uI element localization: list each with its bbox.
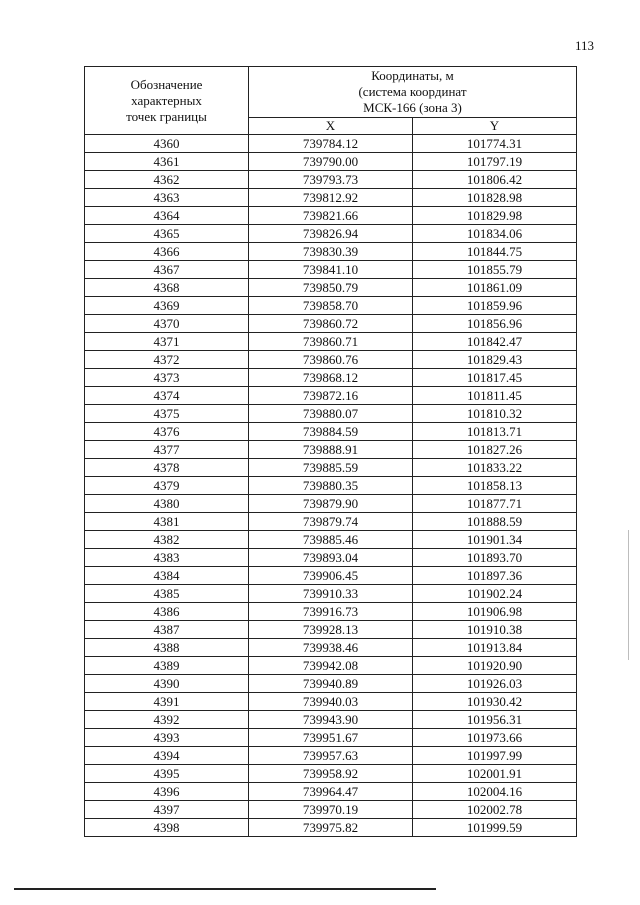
table-row <box>85 405 577 423</box>
header-y: Y <box>413 118 577 135</box>
table-row <box>85 153 577 171</box>
table-row <box>85 711 577 729</box>
point-id-cell: 4391 <box>85 693 249 711</box>
y-coordinate-cell: 101902.24 <box>413 585 577 603</box>
table-row <box>85 261 577 279</box>
point-id-cell: 4393 <box>85 729 249 747</box>
x-coordinate-cell: 739916.73 <box>249 603 413 621</box>
table-row <box>85 135 577 153</box>
point-id-cell: 4368 <box>85 279 249 297</box>
x-coordinate-cell: 739940.03 <box>249 693 413 711</box>
table-row <box>85 423 577 441</box>
x-coordinate-cell: 739784.12 <box>249 135 413 153</box>
table-row <box>85 495 577 513</box>
y-coordinate-cell: 101827.26 <box>413 441 577 459</box>
point-id-cell: 4360 <box>85 135 249 153</box>
table-row <box>85 387 577 405</box>
x-coordinate-cell: 739826.94 <box>249 225 413 243</box>
point-id-cell: 4387 <box>85 621 249 639</box>
x-coordinate-cell: 739860.71 <box>249 333 413 351</box>
y-coordinate-cell: 101834.06 <box>413 225 577 243</box>
point-id-cell: 4378 <box>85 459 249 477</box>
y-coordinate-cell: 101906.98 <box>413 603 577 621</box>
table-row <box>85 819 577 837</box>
y-coordinate-cell: 102002.78 <box>413 801 577 819</box>
point-id-cell: 4398 <box>85 819 249 837</box>
point-id-cell: 4381 <box>85 513 249 531</box>
y-coordinate-cell: 101855.79 <box>413 261 577 279</box>
y-coordinate-cell: 102001.91 <box>413 765 577 783</box>
point-id-cell: 4390 <box>85 675 249 693</box>
point-id-cell: 4379 <box>85 477 249 495</box>
x-coordinate-cell: 739793.73 <box>249 171 413 189</box>
y-coordinate-cell: 101858.13 <box>413 477 577 495</box>
point-id-cell: 4362 <box>85 171 249 189</box>
x-coordinate-cell: 739928.13 <box>249 621 413 639</box>
point-id-cell: 4380 <box>85 495 249 513</box>
x-coordinate-cell: 739958.92 <box>249 765 413 783</box>
y-coordinate-cell: 101861.09 <box>413 279 577 297</box>
x-coordinate-cell: 739884.59 <box>249 423 413 441</box>
table-row <box>85 603 577 621</box>
y-coordinate-cell: 101829.98 <box>413 207 577 225</box>
y-coordinate-cell: 101910.38 <box>413 621 577 639</box>
table-row <box>85 549 577 567</box>
x-coordinate-cell: 739970.19 <box>249 801 413 819</box>
y-coordinate-cell: 101811.45 <box>413 387 577 405</box>
y-coordinate-cell: 101829.43 <box>413 351 577 369</box>
y-coordinate-cell: 101797.19 <box>413 153 577 171</box>
x-coordinate-cell: 739879.90 <box>249 495 413 513</box>
y-coordinate-cell: 101774.31 <box>413 135 577 153</box>
x-coordinate-cell: 739910.33 <box>249 585 413 603</box>
point-id-cell: 4385 <box>85 585 249 603</box>
y-coordinate-cell: 101973.66 <box>413 729 577 747</box>
y-coordinate-cell: 101877.71 <box>413 495 577 513</box>
point-id-cell: 4386 <box>85 603 249 621</box>
y-coordinate-cell: 101920.90 <box>413 657 577 675</box>
x-coordinate-cell: 739885.59 <box>249 459 413 477</box>
header-x: X <box>249 118 413 135</box>
table-row <box>85 459 577 477</box>
point-id-cell: 4394 <box>85 747 249 765</box>
table-row <box>85 225 577 243</box>
y-coordinate-cell: 101817.45 <box>413 369 577 387</box>
table-row <box>85 765 577 783</box>
y-coordinate-cell: 101859.96 <box>413 297 577 315</box>
point-id-cell: 4375 <box>85 405 249 423</box>
point-id-cell: 4364 <box>85 207 249 225</box>
y-coordinate-cell: 101833.22 <box>413 459 577 477</box>
y-coordinate-cell: 101888.59 <box>413 513 577 531</box>
x-coordinate-cell: 739850.79 <box>249 279 413 297</box>
x-coordinate-cell: 739975.82 <box>249 819 413 837</box>
point-id-cell: 4361 <box>85 153 249 171</box>
table-row <box>85 189 577 207</box>
x-coordinate-cell: 739879.74 <box>249 513 413 531</box>
point-id-cell: 4365 <box>85 225 249 243</box>
table-body <box>85 135 577 837</box>
point-id-cell: 4382 <box>85 531 249 549</box>
x-coordinate-cell: 739938.46 <box>249 639 413 657</box>
point-id-cell: 4372 <box>85 351 249 369</box>
x-coordinate-cell: 739951.67 <box>249 729 413 747</box>
page-number: 113 <box>575 38 595 53</box>
table-row <box>85 639 577 657</box>
table-row <box>85 747 577 765</box>
x-coordinate-cell: 739940.89 <box>249 675 413 693</box>
x-coordinate-cell: 739868.12 <box>249 369 413 387</box>
point-id-cell: 4374 <box>85 387 249 405</box>
header-point-label: Обозначение характерных точек границы <box>85 67 249 135</box>
point-id-cell: 4376 <box>85 423 249 441</box>
x-coordinate-cell: 739821.66 <box>249 207 413 225</box>
y-coordinate-cell: 101999.59 <box>413 819 577 837</box>
point-id-cell: 4397 <box>85 801 249 819</box>
x-coordinate-cell: 739893.04 <box>249 549 413 567</box>
bottom-rule <box>14 888 436 890</box>
point-id-cell: 4370 <box>85 315 249 333</box>
y-coordinate-cell: 101813.71 <box>413 423 577 441</box>
y-coordinate-cell: 101844.75 <box>413 243 577 261</box>
point-id-cell: 4377 <box>85 441 249 459</box>
y-coordinate-cell: 101810.32 <box>413 405 577 423</box>
table-row <box>85 675 577 693</box>
table-row <box>85 729 577 747</box>
x-coordinate-cell: 739841.10 <box>249 261 413 279</box>
x-coordinate-cell: 739858.70 <box>249 297 413 315</box>
point-id-cell: 4384 <box>85 567 249 585</box>
x-coordinate-cell: 739880.07 <box>249 405 413 423</box>
x-coordinate-cell: 739957.63 <box>249 747 413 765</box>
table-row <box>85 279 577 297</box>
table-row <box>85 351 577 369</box>
y-coordinate-cell: 101901.34 <box>413 531 577 549</box>
table-row <box>85 315 577 333</box>
table-row <box>85 693 577 711</box>
y-coordinate-cell: 101997.99 <box>413 747 577 765</box>
y-coordinate-cell: 101956.31 <box>413 711 577 729</box>
table-row <box>85 531 577 549</box>
table-row <box>85 513 577 531</box>
x-coordinate-cell: 739943.90 <box>249 711 413 729</box>
x-coordinate-cell: 739906.45 <box>249 567 413 585</box>
y-coordinate-cell: 101926.03 <box>413 675 577 693</box>
point-id-cell: 4369 <box>85 297 249 315</box>
x-coordinate-cell: 739885.46 <box>249 531 413 549</box>
point-id-cell: 4383 <box>85 549 249 567</box>
table-row <box>85 297 577 315</box>
x-coordinate-cell: 739872.16 <box>249 387 413 405</box>
y-coordinate-cell: 101913.84 <box>413 639 577 657</box>
table-row <box>85 207 577 225</box>
x-coordinate-cell: 739888.91 <box>249 441 413 459</box>
point-id-cell: 4371 <box>85 333 249 351</box>
coordinates-table <box>84 66 577 837</box>
table-row <box>85 567 577 585</box>
x-coordinate-cell: 739880.35 <box>249 477 413 495</box>
y-coordinate-cell: 101842.47 <box>413 333 577 351</box>
table-row <box>85 783 577 801</box>
point-id-cell: 4395 <box>85 765 249 783</box>
table-row <box>85 171 577 189</box>
point-id-cell: 4373 <box>85 369 249 387</box>
y-coordinate-cell: 101856.96 <box>413 315 577 333</box>
x-coordinate-cell: 739790.00 <box>249 153 413 171</box>
point-id-cell: 4367 <box>85 261 249 279</box>
header-coords-label: Координаты, м (система координат МСК-166 (зона 3) <box>249 67 577 118</box>
y-coordinate-cell: 101806.42 <box>413 171 577 189</box>
table-row <box>85 369 577 387</box>
point-id-cell: 4396 <box>85 783 249 801</box>
point-id-cell: 4389 <box>85 657 249 675</box>
y-coordinate-cell: 101930.42 <box>413 693 577 711</box>
point-id-cell: 4392 <box>85 711 249 729</box>
table-row <box>85 621 577 639</box>
y-coordinate-cell: 101893.70 <box>413 549 577 567</box>
point-id-cell: 4388 <box>85 639 249 657</box>
table-row <box>85 657 577 675</box>
table-row <box>85 477 577 495</box>
table-row <box>85 585 577 603</box>
x-coordinate-cell: 739860.72 <box>249 315 413 333</box>
point-id-cell: 4366 <box>85 243 249 261</box>
table-row <box>85 441 577 459</box>
x-coordinate-cell: 739812.92 <box>249 189 413 207</box>
y-coordinate-cell: 102004.16 <box>413 783 577 801</box>
scan-artifact-line <box>628 530 629 660</box>
table-row <box>85 801 577 819</box>
x-coordinate-cell: 739964.47 <box>249 783 413 801</box>
x-coordinate-cell: 739860.76 <box>249 351 413 369</box>
x-coordinate-cell: 739830.39 <box>249 243 413 261</box>
table-row <box>85 243 577 261</box>
y-coordinate-cell: 101897.36 <box>413 567 577 585</box>
y-coordinate-cell: 101828.98 <box>413 189 577 207</box>
x-coordinate-cell: 739942.08 <box>249 657 413 675</box>
point-id-cell: 4363 <box>85 189 249 207</box>
table-row <box>85 333 577 351</box>
